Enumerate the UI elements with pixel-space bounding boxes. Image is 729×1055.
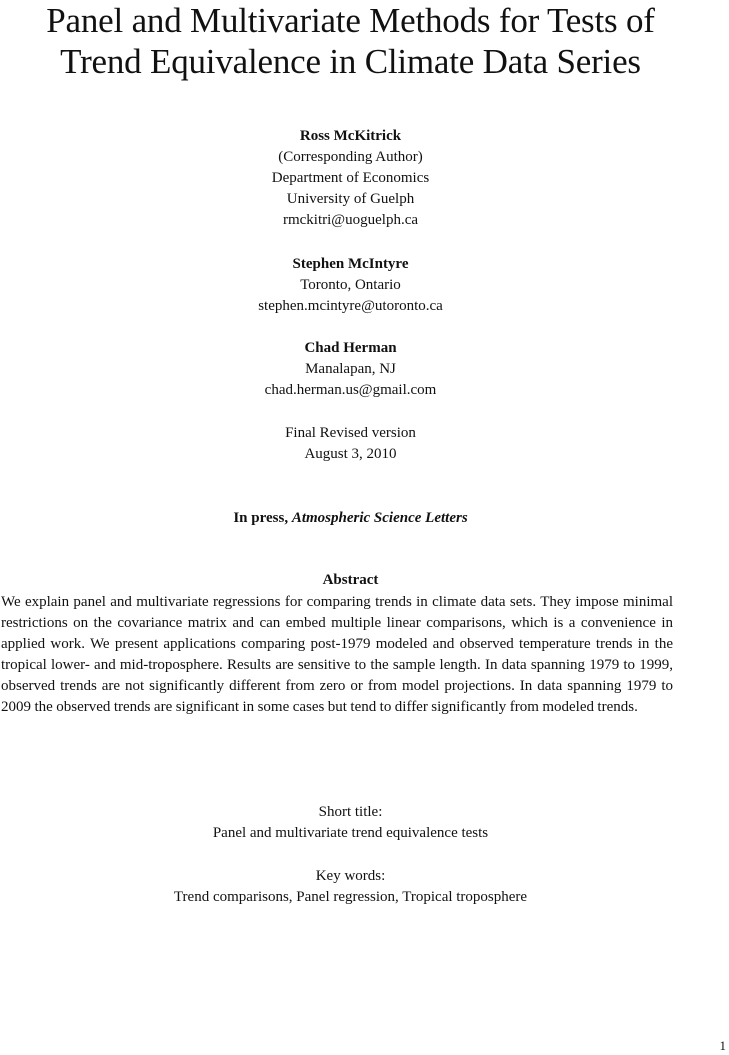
version-label: Final Revised version	[285, 425, 416, 441]
author-block-1	[0, 126, 701, 231]
press-status	[0, 508, 701, 529]
author-role: (Corresponding Author)	[278, 149, 423, 165]
page-number: 1	[719, 1038, 726, 1053]
version-block	[0, 423, 701, 465]
author-block-2	[0, 254, 701, 317]
author-name: Stephen McIntyre	[292, 256, 409, 272]
title-line-1: Panel and Multivariate Methods for Tests of	[46, 1, 655, 40]
author-location: Manalapan, NJ	[305, 361, 396, 377]
author-name: Chad Herman	[304, 340, 397, 356]
press-prefix: In press,	[233, 510, 292, 526]
author-department: Department of Economics	[271, 170, 430, 186]
keywords-block	[0, 866, 701, 908]
author-location: Toronto, Ontario	[300, 277, 401, 293]
author-email: rmckitri@uoguelph.ca	[282, 212, 419, 228]
short-title-label: Short title:	[318, 804, 383, 820]
paper-title	[0, 0, 701, 82]
author-block-3	[0, 338, 701, 401]
author-email: stephen.mcintyre@utoronto.ca	[258, 298, 443, 314]
journal-name: Atmospheric Science Letters	[291, 510, 468, 526]
keywords-value: Trend comparisons, Panel regression, Tropical troposphere	[173, 889, 528, 905]
author-name: Ross McKitrick	[299, 128, 402, 144]
author-affiliation: University of Guelph	[286, 191, 415, 207]
abstract-heading: Abstract	[322, 572, 379, 588]
author-email: chad.herman.us@gmail.com	[264, 382, 437, 398]
keywords-label: Key words:	[315, 868, 386, 884]
short-title-value: Panel and multivariate trend equivalence tests	[212, 825, 489, 841]
title-line-2: Trend Equivalence in Climate Data Series	[60, 42, 641, 81]
version-date: August 3, 2010	[304, 446, 397, 462]
abstract-text: We explain panel and multivariate regressions for comparing trends in climate data sets. They impose minimal restrictions on the covariance matrix and can embed multiple linear comparisons, which is a convenience in applied work. We present applications comparing post-1979 modeled and observed temperature trends in the tropical lower- and mid-troposphere. Results are sensitive to the sample length. In data spanning 1979 to 1999, observed trends are not significantly different from zero or from model projections. In data spanning 1979 to 2009 the observed trends are significant in some cases but tend to differ significantly from modeled trends.	[1, 594, 673, 715]
short-title-block	[0, 802, 701, 844]
